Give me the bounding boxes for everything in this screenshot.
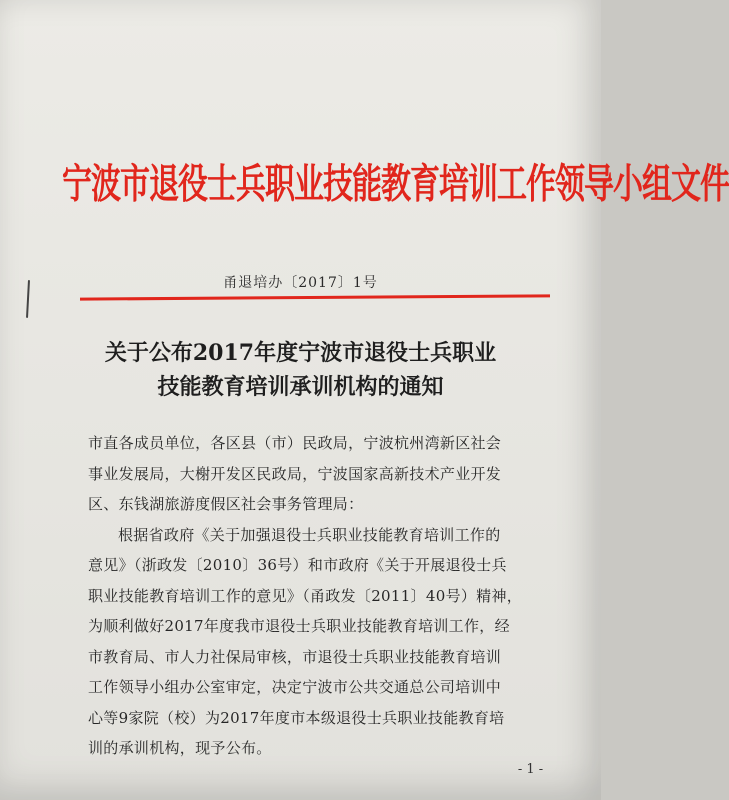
body-line: 市教育局、市人力社保局审核，市退役士兵职业技能教育培训	[88, 647, 502, 666]
notice-title	[0, 336, 601, 404]
document-header-title: 宁波市退役士兵职业技能教育培训工作领导小组文件	[62, 160, 729, 209]
body-line: 根据省政府《关于加强退役士兵职业技能教育培训工作的	[118, 525, 501, 544]
notice-body	[88, 428, 548, 764]
notice-title-line-2: 技能教育培训承训机构的通知	[157, 374, 444, 400]
red-divider-line	[80, 294, 550, 300]
page-number: - 1 -	[517, 762, 544, 777]
body-line: 为顺利做好2017年度我市退役士兵职业技能教育培训工作，经	[88, 617, 510, 635]
body-line: 心等9家院（校）为2017年度市本级退役士兵职业技能教育培	[88, 708, 505, 727]
body-line: 意见》（浙政发〔2010〕36号）和市政府《关于开展退役士兵	[88, 556, 507, 574]
body-line: 区、东钱湖旅游度假区社会事务管理局：	[88, 495, 364, 513]
body-line: 职业技能教育培训工作的意见》（甬政发〔2011〕40号）精神，	[88, 586, 523, 605]
document-number: 甬退培办〔2017〕1号	[223, 275, 378, 291]
notice-title-line-1: 关于公布2017年度宁波市退役士兵职业	[104, 340, 497, 366]
body-line: 训的承训机构，现予公布。	[88, 739, 272, 757]
body-line: 工作领导小组办公室审定，决定宁波市公共交通总公司培训中	[88, 678, 502, 696]
body-line: 事业发展局，大榭开发区民政局，宁波国家高新技术产业开发	[88, 464, 502, 483]
body-line: 市直各成员单位，各区县（市）民政局，宁波杭州湾新区社会	[88, 434, 502, 452]
